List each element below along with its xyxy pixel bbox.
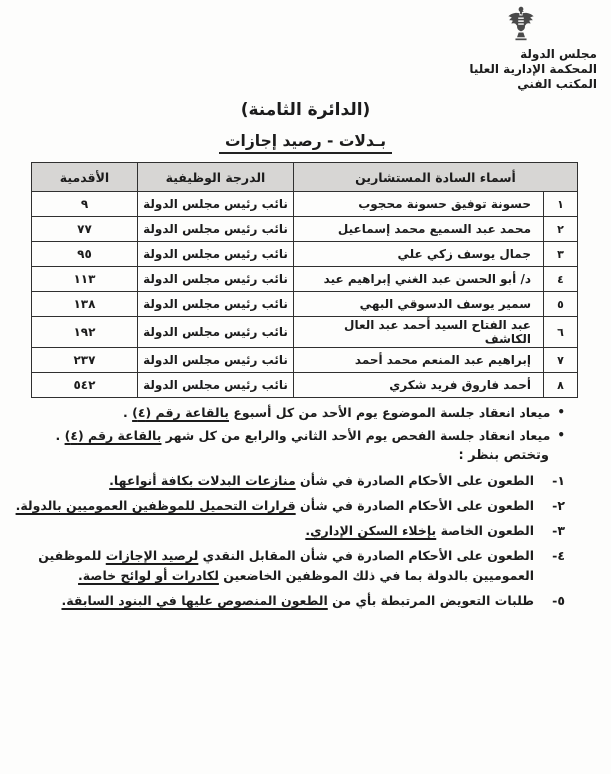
seniority-cell: ٢٣٧ xyxy=(31,348,137,373)
note-text: ميعاد انعقاد جلسة الموضوع يوم الأحد من كل أسبوع بالقاعة رقم (٤) . xyxy=(123,405,551,420)
name-cell: عبد الفتاح السيد أحمد عبد العال الكاشف xyxy=(293,317,543,348)
grade-cell: نائب رئيس مجلس الدولة xyxy=(137,267,293,292)
session-notes xyxy=(18,402,565,448)
row-number-cell: ٢ xyxy=(544,217,578,242)
name-cell: د/ أبو الحسن عبد الغني إبراهيم عيد xyxy=(293,267,543,292)
bullet-icon: • xyxy=(557,428,565,442)
note-text: ميعاد انعقاد جلسة الفحص يوم الأحد الثاني والرابع من كل شهر بالقاعة رقم (٤) . xyxy=(55,428,551,443)
col-header-names: أسماء السادة المستشارين xyxy=(293,163,577,192)
jurisdiction-item xyxy=(14,471,565,491)
item-text: الطعون الخاصة بإخلاء السكن الإداري. xyxy=(305,523,534,538)
item-text: طلبات التعويض المرتبطة بأي من الطعون المنصوص عليها في البنود السابقة. xyxy=(61,593,534,608)
table-row xyxy=(31,292,577,317)
row-number-cell: ٧ xyxy=(544,348,578,373)
row-number-cell: ٨ xyxy=(544,373,578,398)
jurisdiction-item xyxy=(14,591,565,611)
item-number: ٤- xyxy=(552,548,565,563)
seniority-cell: ١١٣ xyxy=(31,267,137,292)
grade-cell: نائب رئيس مجلس الدولة xyxy=(137,348,293,373)
jurisdiction-heading: وتختص بنظر : xyxy=(458,448,549,463)
seniority-cell: ١٩٢ xyxy=(31,317,137,348)
jurisdiction-list xyxy=(14,471,565,616)
table-header-row xyxy=(31,163,577,192)
row-number-cell: ٤ xyxy=(544,267,578,292)
item-text: الطعون على الأحكام الصادرة في شأن منازعات البدلات بكافة أنواعها. xyxy=(109,473,534,488)
item-text: الطعون على الأحكام الصادرة في شأن المقابل النقدي لرصيد الإجازات للموظفين العموميين بالدولة بما في ذلك الموظفين الخاضعين لكادرات أو لوائح خاصة. xyxy=(38,548,534,583)
name-cell: إبراهيم عبد المنعم محمد أحمد xyxy=(293,348,543,373)
session-note xyxy=(18,425,565,446)
seniority-cell: ٥٤٢ xyxy=(31,373,137,398)
jurisdiction-item xyxy=(14,496,565,516)
table-row xyxy=(31,242,577,267)
item-text: الطعون على الأحكام الصادرة في شأن قرارات التحميل للموظفين العموميين بالدولة. xyxy=(15,498,534,513)
col-header-seniority: الأقدمية xyxy=(31,163,137,192)
grade-cell: نائب رئيس مجلس الدولة xyxy=(137,192,293,217)
item-number: ١- xyxy=(552,473,565,488)
grade-cell: نائب رئيس مجلس الدولة xyxy=(137,373,293,398)
seniority-cell: ١٣٨ xyxy=(31,292,137,317)
name-cell: جمال يوسف زكي علي xyxy=(293,242,543,267)
table-row xyxy=(31,267,577,292)
table-row xyxy=(31,217,577,242)
table-row xyxy=(31,373,577,398)
grade-cell: نائب رئيس مجلس الدولة xyxy=(137,292,293,317)
circuit-title: (الدائرة الثامنة) xyxy=(240,100,371,120)
counselors-table xyxy=(31,162,578,398)
grade-cell: نائب رئيس مجلس الدولة xyxy=(137,217,293,242)
name-cell: محمد عبد السميع محمد إسماعيل xyxy=(293,217,543,242)
jurisdiction-item xyxy=(14,521,565,541)
table-row xyxy=(31,348,577,373)
seniority-cell: ٩٥ xyxy=(31,242,137,267)
item-number: ٢- xyxy=(552,498,565,513)
row-number-cell: ٣ xyxy=(544,242,578,267)
name-cell: حسونة توفيق حسونة محجوب xyxy=(293,192,543,217)
subject-title-text: بـدلات - رصيد إجازات xyxy=(219,132,392,154)
court-name: المحكمة الإدارية العليا xyxy=(469,62,597,76)
grade-cell: نائب رئيس مجلس الدولة xyxy=(137,242,293,267)
council-name: مجلس الدولة xyxy=(520,47,597,61)
eagle-emblem-icon xyxy=(505,6,537,44)
row-number-cell: ٦ xyxy=(544,317,578,348)
col-header-grade: الدرجة الوظيفية xyxy=(137,163,293,192)
subject-title xyxy=(0,132,611,150)
technical-office-name: المكتب الفني xyxy=(517,77,597,91)
item-number: ٣- xyxy=(552,523,565,538)
item-number: ٥- xyxy=(552,593,565,608)
bullet-icon: • xyxy=(557,405,565,419)
letterhead xyxy=(445,6,597,92)
table-row xyxy=(31,317,577,348)
row-number-cell: ٥ xyxy=(544,292,578,317)
seniority-cell: ٩ xyxy=(31,192,137,217)
name-cell: أحمد فاروق فريد شكري xyxy=(293,373,543,398)
grade-cell: نائب رئيس مجلس الدولة xyxy=(137,317,293,348)
seniority-cell: ٧٧ xyxy=(31,217,137,242)
name-cell: سمير يوسف الدسوقي البهي xyxy=(293,292,543,317)
row-number-cell: ١ xyxy=(544,192,578,217)
session-note xyxy=(18,402,565,423)
table-row xyxy=(31,192,577,217)
jurisdiction-item xyxy=(14,546,565,586)
